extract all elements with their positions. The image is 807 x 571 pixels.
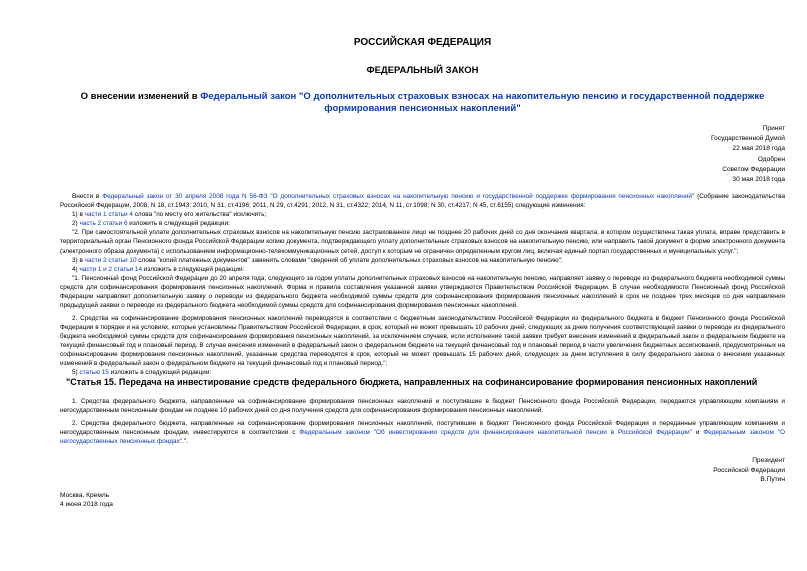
investment-law-link[interactable]: Федеральным законом "Об инвестировании средств для финансирования накопительной пенсии в Российской Федерации" (299, 429, 692, 437)
article-15-text-a: 2. Средства федерального бюджета, направленные на софинансирование формирования пенсионных накоплений, поступившие в бюджет Пенсионного фонда Российской Федерации и переданные управляющим компаниям и негосударственным пенсионным фондам, инвестируются в соответствии с (60, 420, 785, 437)
item-1-text-b: слова "по месту его жительства" исключить; (132, 211, 267, 219)
article-15-paragraph-1: 1. Средства федерального бюджета, направленные на софинансирование формирования пенсионных накоплений и поступившие в бюджет Пенсионного фонда Российской Федерации, передаются управляющим компаниям и негосударственным пенсионным фондам не позднее 10 рабочих дней со дня получения средств для софинансирования формирования пенсионных накоплений. (60, 398, 785, 415)
item-3-text-a: 3) в (72, 256, 85, 264)
item-4-paragraph-2: 2. Средства на софинансирование формирования пенсионных накоплений переводятся в соответствии с бюджетным законодательством Российской Федерации из федерального бюджета в бюджет Пенсионного фонда Российской Федерации в порядке и на условиях, которые установлены Правительством Российской Федерации, в срок, который не может превышать 10 рабочих дней, следующих за днем получения соответствующей заявки о переводе из федерального бюджета необходимой суммы средств для софинансирования формирования пенсионных накоплений, за исключением случаев, если исполнение такой заявки требует внесения изменений в федеральный закон о федеральном бюджете на текущий финансовый год и плановый период. В случае внесения изменений в федеральный закон о федеральном бюджете на текущий финансовый год и плановый период в части увеличения бюджетных ассигнований, предусмотренных на софинансирование формирования пенсионных накоплений, указанные средства переводятся в срок, который не может превышать 15 рабочих дней, следующих за днем вступления в силу федерального закона о внесении указанных изменений в федеральный закон о федеральном бюджете на текущий финансовый год и плановый период."; (60, 314, 785, 368)
law-title (60, 91, 785, 115)
approved-label: Одобрен (757, 155, 785, 163)
item-1 (60, 210, 785, 219)
signing-date: 4 июня 2018 года (60, 501, 113, 509)
item-5 (60, 368, 785, 377)
item-4-link[interactable]: части 1 и 2 статьи 14 (79, 265, 142, 273)
adopted-by-duma: Государственной Думой (711, 135, 785, 143)
item-4-paragraph-1: "1. Пенсионный фонд Российской Федерации до 20 апреля года, следующего за годом уплаты дополнительных страховых взносов на накопительную пенсию, направляет заявку о переводе из федерального бюджета необходимой суммы средств для софинансирования формирования пенсионных накоплений. Форма и правила составления указанной заявки утверждаются Правительством Российской Федерации. В случае необходимости Пенсионный фонд Российской Федерации направляет дополнительную заявку о переводе из федерального бюджета необходимой суммы средств для софинансирования формирования пенсионных накоплений в срок не позднее трех месяцев со дня направления предыдущей заявки о переводе из федерального бюджета необходимой суммы средств для софинансирования формирования пенсионных накоплений. (60, 274, 785, 309)
intro-law-link[interactable]: Федеральный закон от 30 апреля 2008 года N 56-ФЗ "О дополнительных страховых взносах на накопительную пенсию и государственной поддержке формирования пенсионных накоплений" (102, 193, 695, 201)
item-3-text-b: слова "копий платежных документов" заменить словами "сведений об уплате дополнительных страховых взносов на накопительную пенсию"; (136, 256, 563, 264)
item-4-text-a: 4) (72, 265, 80, 273)
item-1-link[interactable]: части 1 статьи 4 (84, 211, 133, 219)
signature-block (60, 456, 785, 485)
item-1-text-a: 1) в (72, 211, 85, 219)
item-2-text: "2. При самостоятельной уплате дополнительных страховых взносов на накопительную пенсию застрахованное лицо не позднее 20 рабочих дней со дня окончания квартала, в котором осуществлена такая уплата, вправе представить в территориальный орган Пенсионного фонда Российской Федерации копию документа, подтверждающего уплату дополнительных страховых взносов на накопительную пенсию, или направить такой документ в форме электронного документа (электронного образа документа) с использованием информационно-телекоммуникационных сетей, доступ к которым не ограничен определенным кругом лиц, включая единый портал государственных и муниципальных услуг."; (60, 229, 785, 255)
item-2-text-a: 2) (72, 220, 80, 228)
article-15-paragraph-2 (60, 419, 785, 446)
pension-funds-law-link[interactable]: Федеральным законом "О негосударственных пенсионных фондах" (60, 429, 785, 446)
signature-name: В.Путин (760, 476, 785, 484)
intro-text-a: Внести в (72, 193, 103, 201)
item-5-text-b: изложить в следующей редакции: (108, 369, 212, 377)
country-heading: РОССИЙСКАЯ ФЕДЕРАЦИЯ (353, 37, 492, 48)
item-4 (60, 265, 785, 274)
item-5-text-a: 5) (72, 369, 80, 377)
footer-block (60, 491, 785, 510)
item-5-link[interactable]: статью 15 (79, 369, 109, 377)
signing-place: Москва, Кремль (60, 491, 110, 499)
approved-date: 30 мая 2018 года (732, 176, 785, 184)
intro-text-b: (Собрание законодательства Российской Федерации, 2008, N 18, ст.1943; 2010, N 31, ст.4196; 2011, N 29, ст.4291; 2012, N 31, ст.4322; 2014, N 11, ст.1098; N 30, ст.4217; N 45, ст.6155) следующие изменения: (60, 193, 785, 210)
signature-country: Российской Федерации (713, 466, 785, 474)
approved-by-council: Советом Федерации (722, 165, 785, 173)
item-4-text-b: изложить в следующей редакции: (142, 265, 245, 273)
adopted-date: 22 мая 2018 года (732, 145, 785, 153)
adoption-block (60, 124, 785, 185)
document-type-heading: ФЕДЕРАЛЬНЫЙ ЗАКОН (366, 65, 479, 76)
item-3-link[interactable]: части 2 статьи 10 (84, 256, 137, 264)
adopted-label: Принят (762, 125, 785, 132)
law-title-prefix: О внесении изменений в (80, 91, 201, 102)
article-15-text-c: .". (182, 438, 188, 446)
intro-paragraph (60, 192, 785, 210)
item-3 (60, 256, 785, 265)
signature-title: Президент (752, 457, 785, 465)
article-15-heading: "Статья 15. Передача на инвестирование средств федерального бюджета, направленных на софинансирование формирования пенсионных накоплений (66, 377, 758, 388)
item-2-text-b: изложить в следующей редакции: (127, 220, 230, 228)
item-2-link[interactable]: часть 2 статьи 6 (79, 220, 128, 228)
law-body (60, 192, 785, 446)
article-15-text-b: и (691, 429, 704, 437)
item-2 (60, 219, 785, 228)
law-title-link[interactable]: Федеральный закон "О дополнительных страховых взносах на накопительную пенсию и государственной поддержке формирования пенсионных накоплений" (200, 91, 765, 114)
